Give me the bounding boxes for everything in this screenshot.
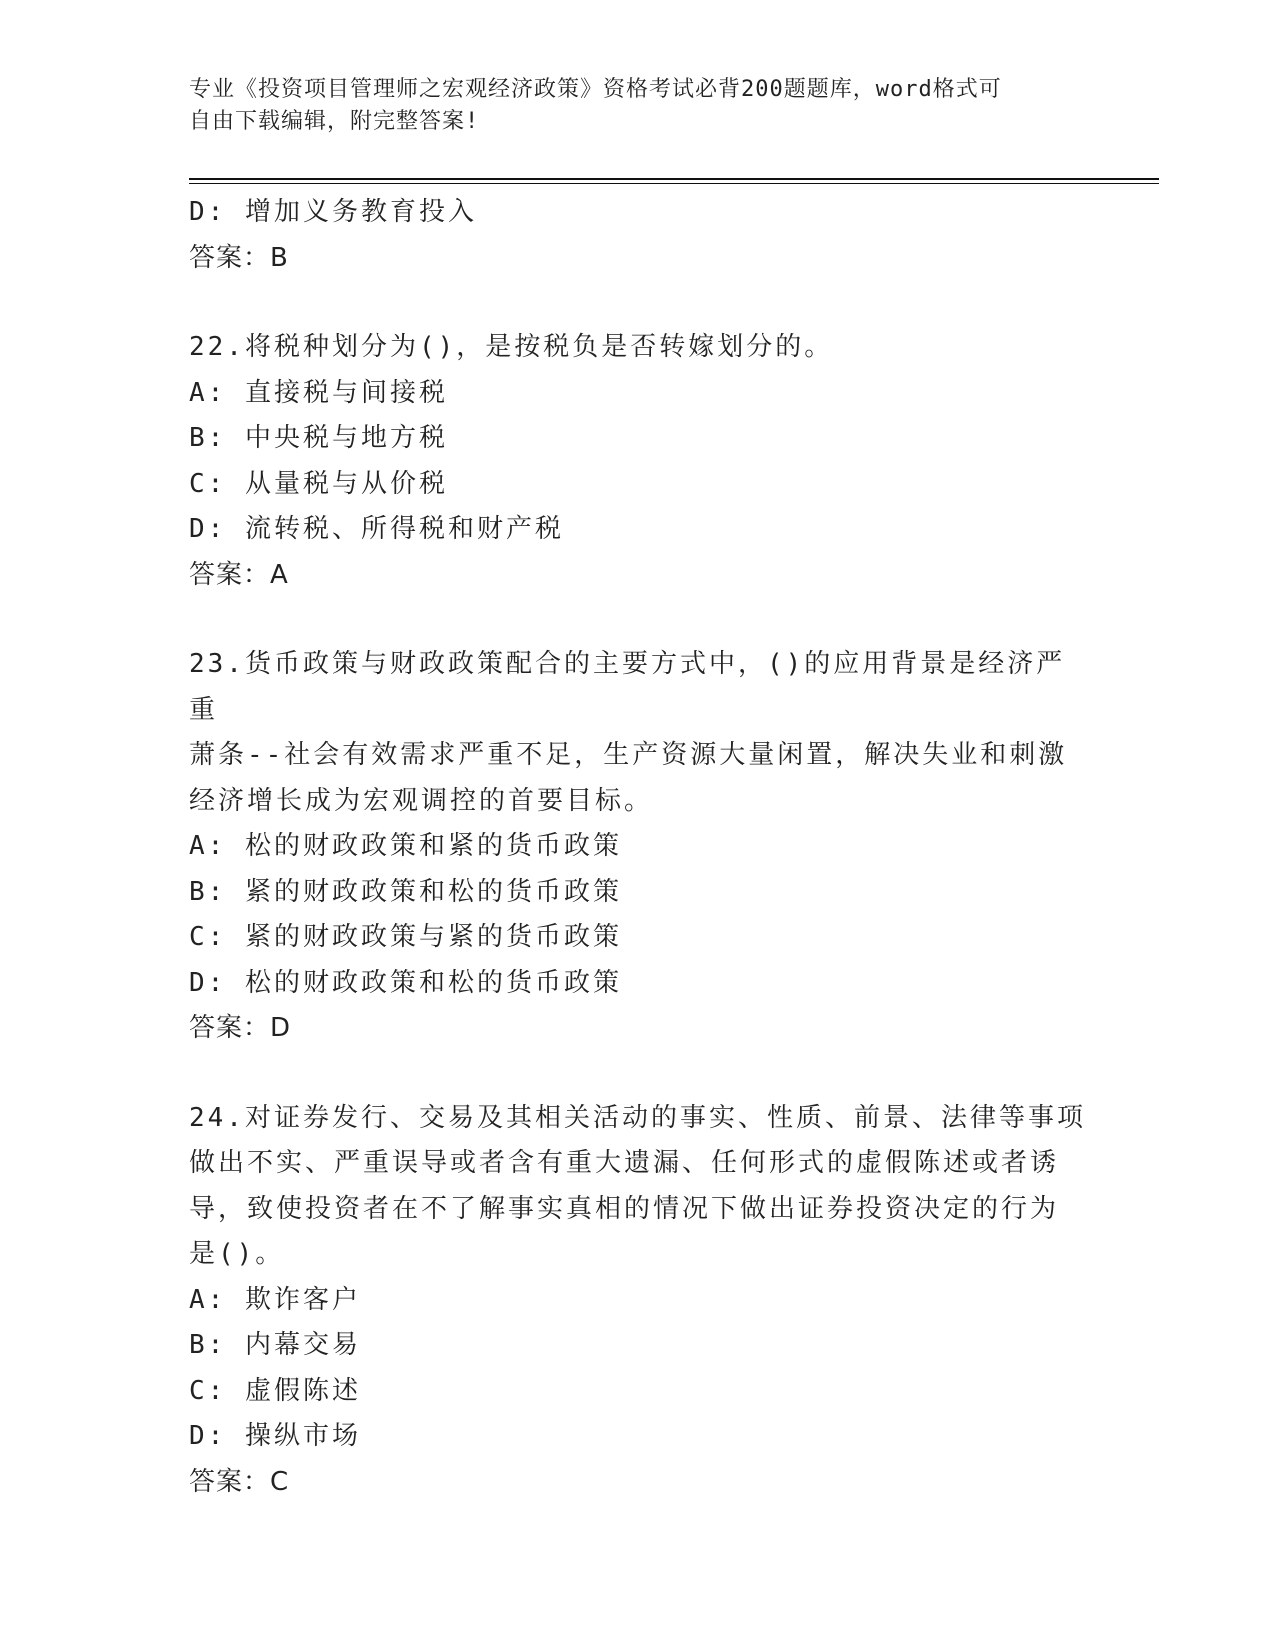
question-stem-line-1: 24.对证券发行、交易及其相关活动的事实、性质、前景、法律等事项 bbox=[189, 1102, 1086, 1133]
option-c: C: 虚假陈述 bbox=[189, 1375, 361, 1406]
option-b: B: 内幕交易 bbox=[189, 1330, 361, 1360]
question-24 bbox=[189, 1096, 1089, 1506]
header-line-2: 自由下载编辑，附完整答案! bbox=[189, 109, 480, 134]
question-23 bbox=[189, 642, 1089, 1052]
spacer bbox=[189, 281, 1089, 325]
header-line-1: 专业《投资项目管理师之宏观经济政策》资格考试必背200题题库，word格式可 bbox=[189, 77, 1002, 102]
question-stem-line-3: 导，致使投资者在不了解事实真相的情况下做出证券投资决定的行为 bbox=[189, 1193, 1060, 1224]
option-d: D: 松的财政政策和松的货币政策 bbox=[189, 967, 622, 998]
option-d: D: 流转税、所得税和财产税 bbox=[189, 514, 564, 544]
answer-line: 答案：A bbox=[189, 559, 289, 590]
option-a: A: 松的财政政策和紧的货币政策 bbox=[189, 831, 622, 861]
option-c: C: 从量税与从价税 bbox=[189, 468, 448, 499]
question-stem-line-1: 23.货币政策与财政政策配合的主要方式中，()的应用背景是经济严重 bbox=[189, 649, 1066, 725]
question-22 bbox=[189, 325, 1089, 598]
spacer bbox=[189, 1052, 1089, 1096]
header-divider-thin bbox=[189, 183, 1159, 184]
question-stem-line-2: 萧条--社会有效需求严重不足，生产资源大量闲置，解决失业和刺激 bbox=[189, 740, 1068, 770]
question-stem-line-4: 是()。 bbox=[189, 1239, 285, 1269]
question-stem: 22.将税种划分为()，是按税负是否转嫁划分的。 bbox=[189, 332, 834, 362]
question-stem-line-2: 做出不实、严重误导或者含有重大遗漏、任何形式的虚假陈述或者诱 bbox=[189, 1148, 1060, 1178]
question-stem-line-3: 经济增长成为宏观调控的首要目标。 bbox=[189, 785, 654, 816]
header-divider-thick bbox=[189, 178, 1159, 180]
option-d: D: 增加义务教育投入 bbox=[189, 197, 477, 227]
option-c: C: 紧的财政政策与紧的货币政策 bbox=[189, 922, 622, 952]
option-a: A: 欺诈客户 bbox=[189, 1284, 361, 1315]
previous-question-tail bbox=[189, 190, 1089, 281]
answer-line: 答案：C bbox=[189, 1466, 290, 1497]
spacer bbox=[189, 598, 1089, 642]
option-b: B: 中央税与地方税 bbox=[189, 423, 448, 453]
answer-line: 答案：D bbox=[189, 1013, 292, 1043]
option-b: B: 紧的财政政策和松的货币政策 bbox=[189, 876, 622, 907]
question-content bbox=[189, 190, 1089, 1505]
option-d: D: 操纵市场 bbox=[189, 1421, 361, 1451]
option-a: A: 直接税与间接税 bbox=[189, 377, 448, 408]
answer-line: 答案：B bbox=[189, 242, 289, 273]
document-header bbox=[189, 74, 1069, 138]
